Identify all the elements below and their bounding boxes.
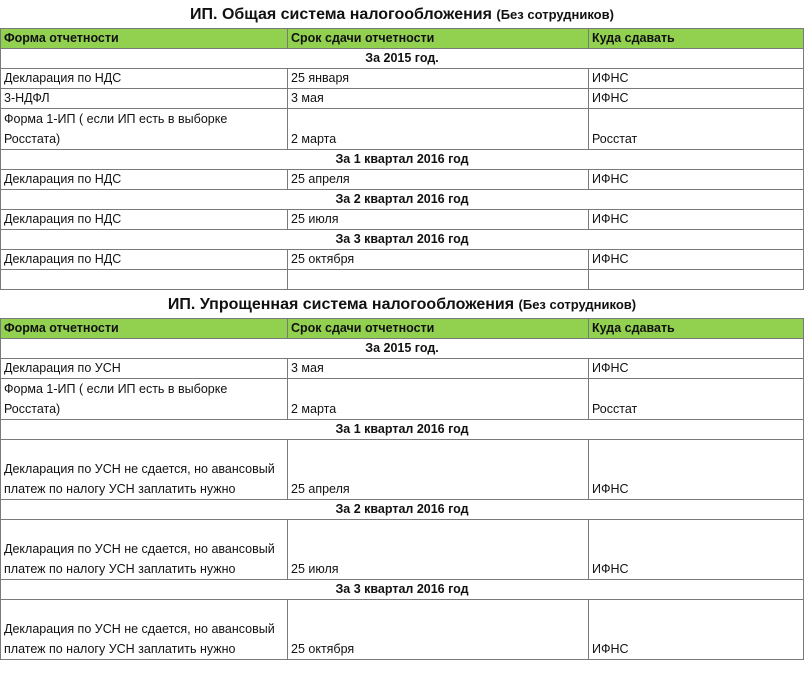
table-row	[1, 359, 804, 379]
section1-title-cell[interactable]	[1, 0, 804, 29]
section1-subtitle: (Без сотрудников)	[496, 6, 614, 22]
section1-title-row	[1, 0, 804, 29]
destination-cell[interactable]: ИФНС	[589, 210, 804, 230]
destination-cell[interactable]: ИФНС	[589, 440, 804, 500]
form-cell[interactable]: Декларация по НДС	[1, 170, 288, 190]
destination-cell[interactable]: ИФНС	[589, 170, 804, 190]
period-row	[1, 190, 804, 210]
destination-cell[interactable]: ИФНС	[589, 359, 804, 379]
table-row	[1, 520, 804, 580]
empty-cell[interactable]	[589, 270, 804, 290]
deadline-cell[interactable]: 25 октября	[288, 250, 589, 270]
header-form[interactable]: Форма отчетности	[1, 319, 288, 339]
form-cell[interactable]: Декларация по НДС	[1, 210, 288, 230]
table-row	[1, 600, 804, 660]
table-row	[1, 379, 804, 420]
header-form[interactable]: Форма отчетности	[1, 29, 288, 49]
period-cell[interactable]: За 3 квартал 2016 год	[1, 230, 804, 250]
form-cell[interactable]: Декларация по УСН	[1, 359, 288, 379]
header-deadline[interactable]: Срок сдачи отчетности	[288, 319, 589, 339]
deadline-cell[interactable]: 3 мая	[288, 89, 589, 109]
section2-subtitle: (Без сотрудников)	[518, 296, 637, 312]
header-deadline[interactable]: Срок сдачи отчетности	[288, 29, 589, 49]
destination-cell[interactable]: Росстат	[589, 109, 804, 150]
period-cell[interactable]: За 2 квартал 2016 год	[1, 190, 804, 210]
deadline-cell[interactable]: 2 марта	[288, 109, 589, 150]
deadline-cell[interactable]: 25 апреля	[288, 170, 589, 190]
deadline-cell[interactable]: 2 марта	[288, 379, 589, 420]
period-row	[1, 500, 804, 520]
destination-cell[interactable]: ИФНС	[589, 600, 804, 660]
period-row	[1, 230, 804, 250]
period-cell[interactable]: За 1 квартал 2016 год	[1, 420, 804, 440]
form-cell[interactable]: Декларация по УСН не сдается, но авансовый платеж по налогу УСН заплатить нужно	[1, 440, 288, 500]
empty-cell[interactable]	[1, 270, 288, 290]
table-row	[1, 89, 804, 109]
destination-cell[interactable]: Росстат	[589, 379, 804, 420]
section2-title: ИП. Упрощенная система налогообложения	[167, 295, 515, 313]
header-destination[interactable]: Куда сдавать	[589, 29, 804, 49]
table-row	[1, 69, 804, 89]
table-row	[1, 250, 804, 270]
section2-header-row	[1, 319, 804, 339]
form-cell[interactable]: Форма 1-ИП ( если ИП есть в выборке Росстата)	[1, 379, 288, 420]
table-row	[1, 440, 804, 500]
destination-cell[interactable]: ИФНС	[589, 89, 804, 109]
table-row	[1, 170, 804, 190]
period-row	[1, 420, 804, 440]
empty-cell[interactable]	[288, 270, 589, 290]
deadline-cell[interactable]: 3 мая	[288, 359, 589, 379]
period-cell[interactable]: За 2015 год.	[1, 49, 804, 69]
period-row	[1, 339, 804, 359]
deadline-cell[interactable]: 25 апреля	[288, 440, 589, 500]
period-row	[1, 49, 804, 69]
form-cell[interactable]: 3-НДФЛ	[1, 89, 288, 109]
period-cell[interactable]: За 3 квартал 2016 год	[1, 580, 804, 600]
section1-header-row	[1, 29, 804, 49]
period-cell[interactable]: За 2 квартал 2016 год	[1, 500, 804, 520]
deadline-cell[interactable]: 25 июля	[288, 520, 589, 580]
section1-title: ИП. Общая система налогообложения	[190, 5, 492, 23]
deadline-cell[interactable]: 25 января	[288, 69, 589, 89]
table-row	[1, 210, 804, 230]
period-cell[interactable]: За 2015 год.	[1, 339, 804, 359]
form-cell[interactable]: Декларация по УСН не сдается, но авансовый платеж по налогу УСН заплатить нужно	[1, 600, 288, 660]
header-destination[interactable]: Куда сдавать	[589, 319, 804, 339]
form-cell[interactable]: Форма 1-ИП ( если ИП есть в выборке Росстата)	[1, 109, 288, 150]
form-cell[interactable]: Декларация по УСН не сдается, но авансовый платеж по налогу УСН заплатить нужно	[1, 520, 288, 580]
destination-cell[interactable]: ИФНС	[589, 250, 804, 270]
deadline-cell[interactable]: 25 июля	[288, 210, 589, 230]
form-cell[interactable]: Декларация по НДС	[1, 69, 288, 89]
period-row	[1, 150, 804, 170]
destination-cell[interactable]: ИФНС	[589, 520, 804, 580]
deadline-cell[interactable]: 25 октября	[288, 600, 589, 660]
table-row	[1, 109, 804, 150]
destination-cell[interactable]: ИФНС	[589, 69, 804, 89]
empty-row	[1, 270, 804, 290]
form-cell[interactable]: Декларация по НДС	[1, 250, 288, 270]
section2-title-row	[1, 290, 804, 319]
period-row	[1, 580, 804, 600]
section2-title-cell[interactable]	[1, 290, 804, 319]
period-cell[interactable]: За 1 квартал 2016 год	[1, 150, 804, 170]
